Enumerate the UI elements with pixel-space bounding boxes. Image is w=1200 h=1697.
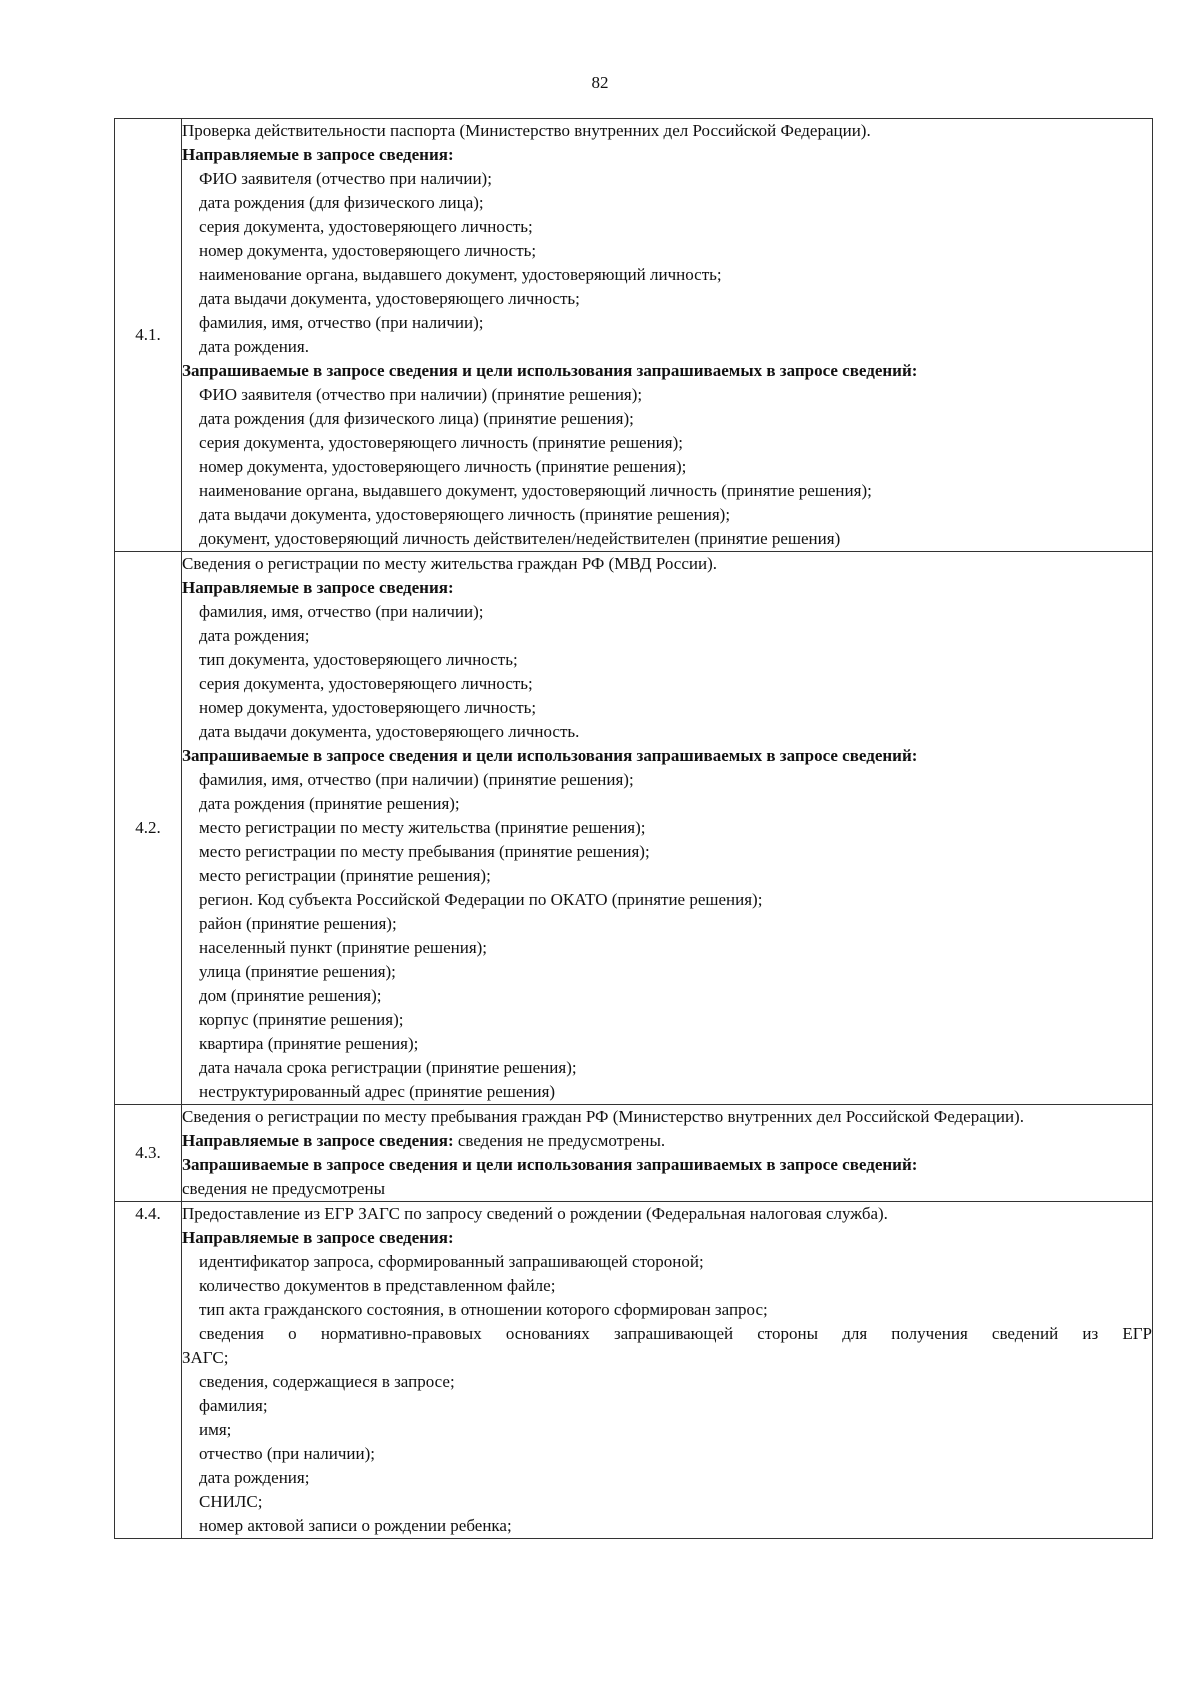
list-item: количество документов в представленном файле; <box>199 1276 556 1295</box>
row-number: 4.2. <box>115 552 182 1105</box>
list-item: СНИЛС; <box>199 1492 263 1511</box>
list-item: район (принятие решения); <box>199 914 397 933</box>
row-content <box>182 552 1153 1105</box>
list-item: номер документа, удостоверяющего личность; <box>199 241 537 260</box>
requested-heading: Запрашиваемые в запросе сведения и цели использования запрашиваемых в запросе сведений: <box>182 1155 918 1174</box>
requested-value: сведения не предусмотрены <box>182 1179 385 1198</box>
list-item: дата рождения. <box>199 337 309 356</box>
sent-heading: Направляемые в запросе сведения: <box>182 1228 454 1247</box>
list-item: дата рождения (принятие решения); <box>199 794 460 813</box>
list-item: дата выдачи документа, удостоверяющего личность. <box>199 722 580 741</box>
table-row <box>115 119 1153 552</box>
sent-heading: Направляемые в запросе сведения: <box>182 145 454 164</box>
list-item: дата выдачи документа, удостоверяющего личность; <box>199 289 580 308</box>
list-item: номер документа, удостоверяющего личность; <box>199 698 537 717</box>
list-item: улица (принятие решения); <box>199 962 396 981</box>
list-item: тип акта гражданского состояния, в отношении которого сформирован запрос; <box>199 1300 768 1319</box>
list-item: дата рождения; <box>199 1468 310 1487</box>
list-item: серия документа, удостоверяющего личность; <box>199 674 533 693</box>
row-content <box>182 1105 1153 1202</box>
list-item: дата рождения (для физического лица); <box>199 193 484 212</box>
row-content <box>182 1202 1153 1539</box>
list-item: номер актовой записи о рождении ребенка; <box>199 1516 512 1535</box>
list-item: дата начала срока регистрации (принятие решения); <box>199 1058 577 1077</box>
list-item: дата выдачи документа, удостоверяющего личность (принятие решения); <box>199 505 731 524</box>
row-number: 4.1. <box>115 119 182 552</box>
table-row <box>115 1202 1153 1539</box>
list-item: регион. Код субъекта Российской Федерации по ОКАТО (принятие решения); <box>199 890 763 909</box>
list-item: место регистрации по месту пребывания (принятие решения); <box>199 842 650 861</box>
list-item: номер документа, удостоверяющего личность (принятие решения); <box>199 457 687 476</box>
list-item: серия документа, удостоверяющего личность (принятие решения); <box>199 433 683 452</box>
page-number: 82 <box>591 73 609 92</box>
list-item: сведения, содержащиеся в запросе; <box>199 1372 455 1391</box>
list-item: имя; <box>199 1420 232 1439</box>
list-item: наименование органа, выдавшего документ, удостоверяющий личность (принятие решения); <box>199 481 872 500</box>
sent-heading: Направляемые в запросе сведения: <box>182 578 454 597</box>
list-item: населенный пункт (принятие решения); <box>199 938 488 957</box>
list-item: тип документа, удостоверяющего личность; <box>199 650 518 669</box>
list-item: дата рождения; <box>199 626 310 645</box>
list-item: серия документа, удостоверяющего личность; <box>199 217 533 236</box>
requests-table <box>114 118 1153 1539</box>
list-item: наименование органа, выдавшего документ, удостоверяющий личность; <box>199 265 722 284</box>
list-item: фамилия, имя, отчество (при наличии); <box>199 313 484 332</box>
requested-heading: Запрашиваемые в запросе сведения и цели использования запрашиваемых в запросе сведений: <box>182 361 918 380</box>
list-item: место регистрации (принятие решения); <box>199 866 491 885</box>
list-item: место регистрации по месту жительства (принятие решения); <box>199 818 646 837</box>
row-title: Сведения о регистрации по месту жительства граждан РФ (МВД России). <box>182 554 718 573</box>
list-item: документ, удостоверяющий личность действителен/недействителен (принятие решения) <box>199 529 841 548</box>
list-item: квартира (принятие решения); <box>199 1034 419 1053</box>
list-item: корпус (принятие решения); <box>199 1010 404 1029</box>
sent-line <box>182 1129 1152 1153</box>
row-title: Проверка действительности паспорта (Министерство внутренних дел Российской Федерации). <box>182 121 871 140</box>
list-item: дом (принятие решения); <box>199 986 382 1005</box>
list-item: идентификатор запроса, сформированный запрашивающей стороной; <box>199 1252 704 1271</box>
list-item: фамилия, имя, отчество (при наличии); <box>199 602 484 621</box>
row-title: Предоставление из ЕГР ЗАГС по запросу сведений о рождении (Федеральная налоговая служба). <box>182 1204 888 1223</box>
list-item-continuation: ЗАГС; <box>182 1348 229 1367</box>
list-item: фамилия, имя, отчество (при наличии) (принятие решения); <box>199 770 634 789</box>
list-item: неструктурированный адрес (принятие решения) <box>199 1082 556 1101</box>
list-item: сведения о нормативно-правовых основаниях запрашивающей стороны для получения сведений из ЕГР <box>199 1324 1152 1343</box>
list-item: фамилия; <box>199 1396 268 1415</box>
row-number: 4.3. <box>115 1105 182 1202</box>
row-content <box>182 119 1153 552</box>
sent-heading: Направляемые в запросе сведения: <box>182 1131 454 1150</box>
list-item: ФИО заявителя (отчество при наличии); <box>199 169 492 188</box>
row-number: 4.4. <box>115 1202 182 1539</box>
table-row <box>115 552 1153 1105</box>
list-item: дата рождения (для физического лица) (принятие решения); <box>199 409 634 428</box>
row-title: Сведения о регистрации по месту пребывания граждан РФ (Министерство внутренних дел Российской Федерации). <box>182 1107 1024 1126</box>
list-item: отчество (при наличии); <box>199 1444 375 1463</box>
sent-value: сведения не предусмотрены. <box>453 1131 666 1150</box>
list-item: ФИО заявителя (отчество при наличии) (принятие решения); <box>199 385 643 404</box>
table-row <box>115 1105 1153 1202</box>
requested-heading: Запрашиваемые в запросе сведения и цели использования запрашиваемых в запросе сведений: <box>182 746 918 765</box>
